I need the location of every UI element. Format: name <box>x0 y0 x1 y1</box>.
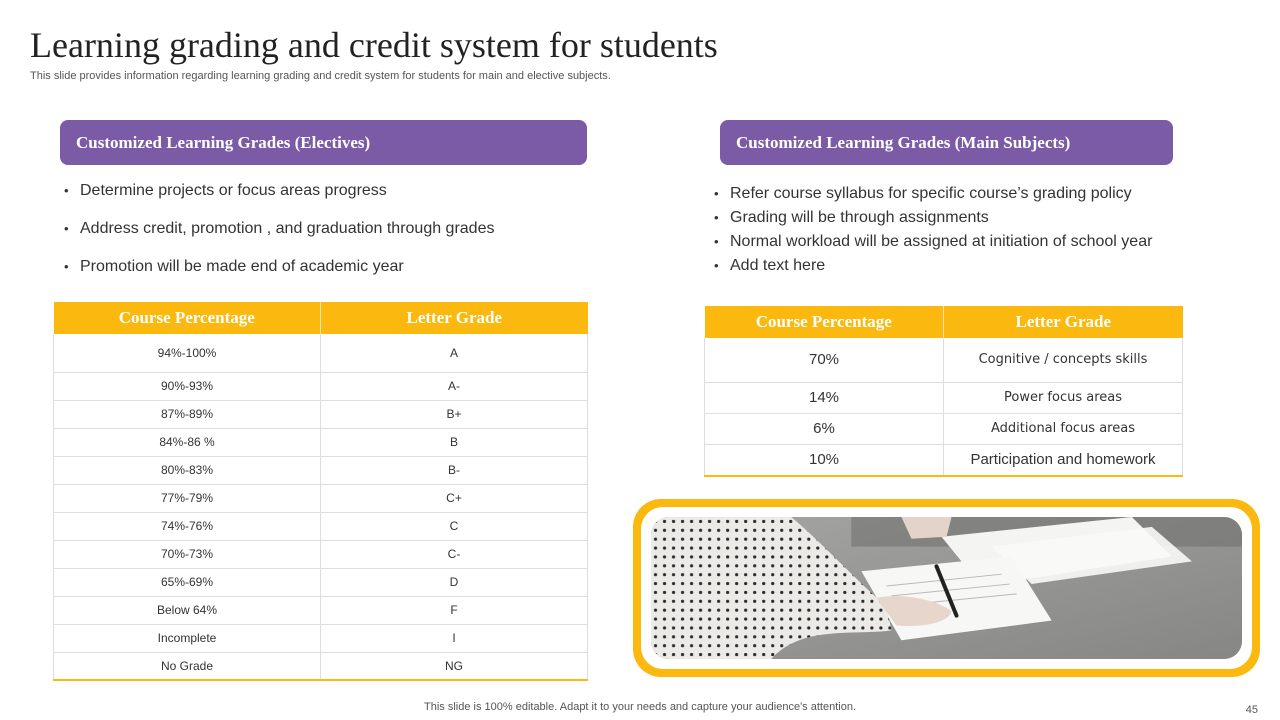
table-row <box>54 372 588 400</box>
table-header-row <box>705 306 1183 338</box>
table-row <box>54 484 588 512</box>
table-cell: Cognitive / concepts skills <box>944 338 1183 382</box>
main-subjects-bullet-list <box>710 184 1152 280</box>
column-header-letter-grade: Letter Grade <box>321 302 588 334</box>
table-cell: Below 64% <box>54 596 321 624</box>
table-cell: 80%-83% <box>54 456 321 484</box>
table-cell: D <box>321 568 588 596</box>
table-row <box>705 338 1183 382</box>
student-writing-photo <box>651 517 1242 659</box>
table-cell: B <box>321 428 588 456</box>
electives-bullet-list <box>60 181 494 295</box>
table-cell: 84%-86 % <box>54 428 321 456</box>
slide-footer: This slide is 100% editable. Adapt it to your needs and capture your audience's attention. <box>424 701 856 713</box>
bullet-item: • Address credit, promotion , and graduation through grades <box>60 219 494 257</box>
table-cell: 94%-100% <box>54 334 321 372</box>
table-row <box>54 596 588 624</box>
table-cell: 90%-93% <box>54 372 321 400</box>
table-row <box>54 428 588 456</box>
photo-frame-inner <box>641 507 1252 669</box>
table-cell: 6% <box>705 413 944 444</box>
table-cell: A- <box>321 372 588 400</box>
table-cell: Additional focus areas <box>944 413 1183 444</box>
table-cell: C+ <box>321 484 588 512</box>
bullet-item: • Grading will be through assignments <box>710 208 1152 232</box>
photo-frame <box>633 499 1260 677</box>
table-row <box>54 652 588 680</box>
table-cell: B+ <box>321 400 588 428</box>
table-cell: NG <box>321 652 588 680</box>
slide-subtitle: This slide provides information regarding learning grading and credit system for students for main and elective subjects. <box>30 70 611 82</box>
bullet-item: • Normal workload will be assigned at initiation of school year <box>710 232 1152 256</box>
table-cell: 14% <box>705 382 944 413</box>
photo-illustration <box>651 517 1242 659</box>
table-cell: 77%-79% <box>54 484 321 512</box>
table-cell: I <box>321 624 588 652</box>
column-header-course-percentage: Course Percentage <box>705 306 944 338</box>
table-cell: Incomplete <box>54 624 321 652</box>
table-row <box>54 512 588 540</box>
electives-header: Customized Learning Grades (Electives) <box>60 120 587 165</box>
column-header-course-percentage: Course Percentage <box>54 302 321 334</box>
table-row <box>54 540 588 568</box>
bullet-item: • Determine projects or focus areas progress <box>60 181 494 219</box>
table-cell: 70%-73% <box>54 540 321 568</box>
table-cell: 87%-89% <box>54 400 321 428</box>
table-cell: A <box>321 334 588 372</box>
main-subjects-header: Customized Learning Grades (Main Subjects) <box>720 120 1173 165</box>
page-number: 45 <box>1245 704 1258 716</box>
table-cell: Participation and homework <box>944 444 1183 476</box>
table-row <box>54 334 588 372</box>
electives-grade-table <box>53 302 588 681</box>
table-row <box>705 413 1183 444</box>
table-cell: 70% <box>705 338 944 382</box>
bullet-item: • Add text here <box>710 256 1152 280</box>
table-cell: 10% <box>705 444 944 476</box>
table-cell: B- <box>321 456 588 484</box>
table-cell: C- <box>321 540 588 568</box>
column-header-letter-grade: Letter Grade <box>944 306 1183 338</box>
bullet-item: • Refer course syllabus for specific course’s grading policy <box>710 184 1152 208</box>
table-row <box>54 624 588 652</box>
table-header-row <box>54 302 588 334</box>
table-row <box>705 444 1183 476</box>
table-cell: 74%-76% <box>54 512 321 540</box>
table-row <box>54 456 588 484</box>
table-row <box>54 568 588 596</box>
table-cell: F <box>321 596 588 624</box>
table-row <box>54 400 588 428</box>
table-cell: No Grade <box>54 652 321 680</box>
bullet-item: • Promotion will be made end of academic year <box>60 257 494 295</box>
main-subjects-grade-table <box>704 306 1183 477</box>
slide-title: Learning grading and credit system for students <box>30 25 718 65</box>
table-cell: 65%-69% <box>54 568 321 596</box>
table-row <box>705 382 1183 413</box>
table-cell: C <box>321 512 588 540</box>
table-cell: Power focus areas <box>944 382 1183 413</box>
